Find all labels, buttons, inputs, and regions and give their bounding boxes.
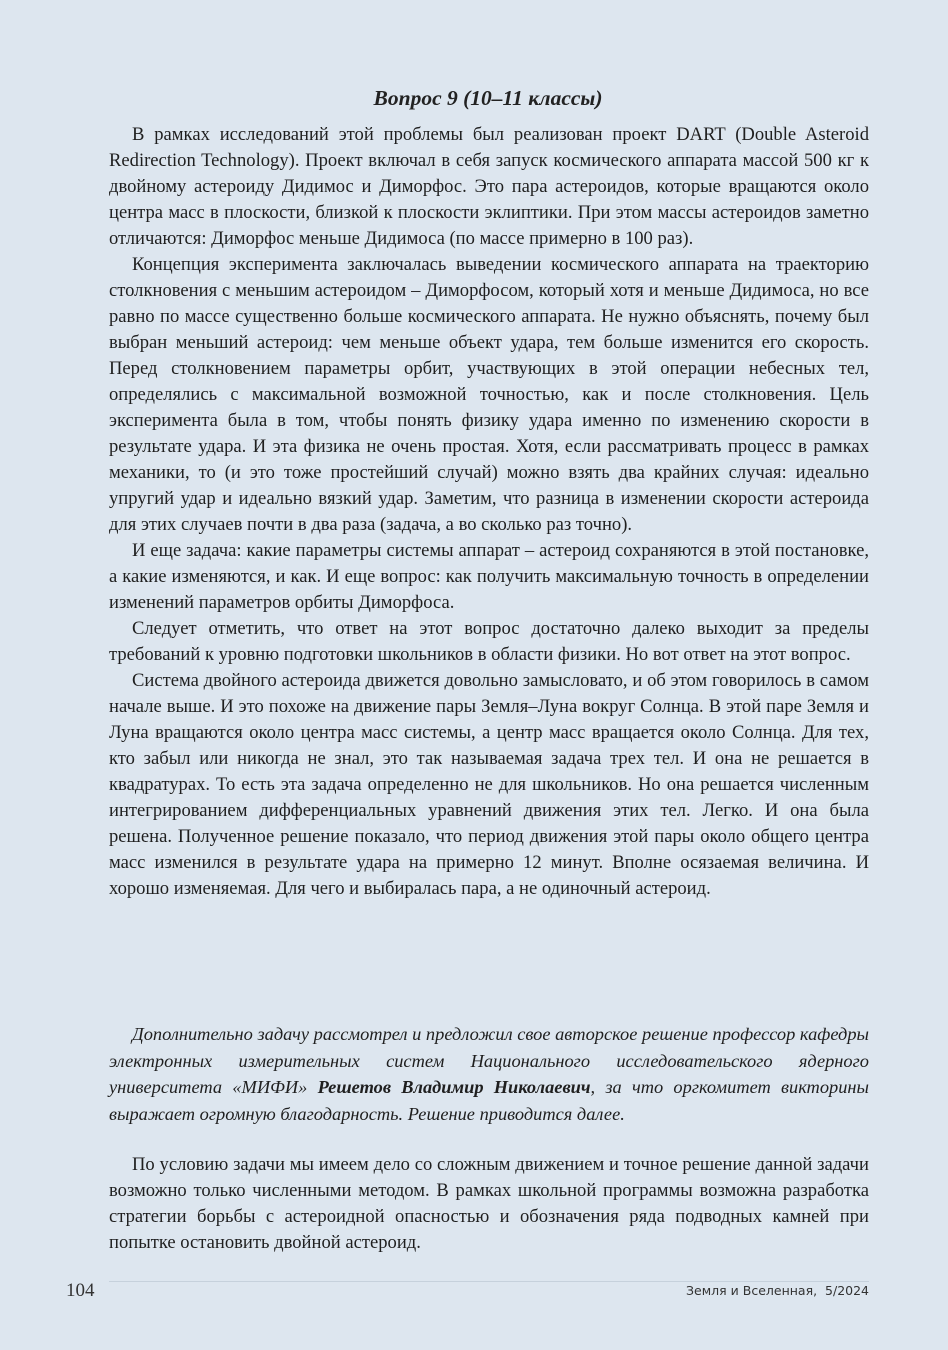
acknowledgement-note [109,1021,869,1127]
page-number: 104 [66,1280,95,1301]
acknowledgement-paragraph [109,1021,869,1127]
paragraph-dart-project: В рамках исследований этой проблемы был реализован проект DART (Double Asteroid Redirection Technology). Проект включал в себя запуск космического аппарата массой 500 кг к двойному астероиду Дидимос и Диморфос. Это пара астероидов, которые вращаются около центра масс в плоскости, близкой к плоскости эклиптики. При этом массы астероидов заметно отличаются: Диморфос меньше Дидимоса (по массе примерно в 100 раз). [109,124,869,249]
paragraph-another-task: И еще задача: какие параметры системы аппарат – астероид сохраняются в этой постановке, а какие изменяются, и как. И еще вопрос: как получить максимальную точность в определении изменений параметров орбиты Диморфоса. [109,540,869,613]
acknowledgement-text-end: , за что оргкомитет викторины выражает огромную благодарность. Решение приводится далее. [109,1077,870,1124]
section-heading: Вопрос 9 (10–11 классы) [373,86,603,110]
acknowledgement-author-name: Решетов Владимир Николаевич [317,1077,591,1097]
acknowledgement-text-start: Дополнительно задачу рассмотрел и предложил свое авторское решение профессор кафедры электронных измерительных систем Национального исследовательского ядерного университета «МИФИ» [109,1024,869,1097]
paragraph-binary-system: Система двойного астероида движется довольно замысловато, и об этом говорилось в самом начале выше. И это похоже на движение пары Земля–Луна вокруг Солнца. В этой паре Земля и Луна вращаются около центра масс системы, а центр масс вращается около Солнца. Для тех, кто забыл или никогда не знал, это так называемая задача трех тел. И она не решается в квадратурах. То есть эта задача определенно не для школьников. Но она решается численным интегрированием дифференциальных уравнений движения этих тел. Легко. И она была решена. Полученное решение показало, что период движения этой пары около общего центра масс изменился в результате удара на примерно 12 минут. Вполне осязаемая величина. И хорошо изменяемая. Для чего и выбиралась пара, а не одиночный астероид. [109,670,869,899]
article-body [109,122,869,902]
paragraph-solution-intro: По условию задачи мы имеем дело со сложным движением и точное решение данной задачи возможно только численными методом. В рамках школьной программы возможна разработка стратегии борьбы с астероидной опасностью и обозначения ряда подводных камней при попытке остановить двойной астероид. [109,1154,869,1253]
journal-issue: Земля и Вселенная, 5/2024 [686,1283,869,1298]
solution-intro [109,1152,869,1256]
paragraph-note: Следует отметить, что ответ на этот вопрос достаточно далеко выходит за пределы требований к уровню подготовки школьников в области физики. Но вот ответ на этот вопрос. [109,618,869,665]
paragraph-experiment-concept: Концепция эксперимента заключалась выведении космического аппарата на траекторию столкновения с меньшим астероидом – Диморфосом, который хотя и меньше Дидимоса, но все равно по массе существенно больше космического аппарата. Не нужно объяснять, почему был выбран меньший астероид: чем меньше объект удара, тем больше изменится его скорость. Перед столкновением параметры орбит, участвующих в этой операции небесных тел, определялись с максимальной возможной точностью, как и после столкновения. Цель эксперимента была в том, чтобы понять физику удара именно по изменению скорости в результате удара. И эта физика не очень простая. Хотя, если рассматривать процесс в рамках механики, то (и это тоже простейший случай) можно взять два крайних случая: идеально упругий удар и идеально вязкий удар. Заметим, что разница в изменении скорости астероида для этих случаев почти в два раза (задача, а во сколько раз точно). [109,254,869,535]
